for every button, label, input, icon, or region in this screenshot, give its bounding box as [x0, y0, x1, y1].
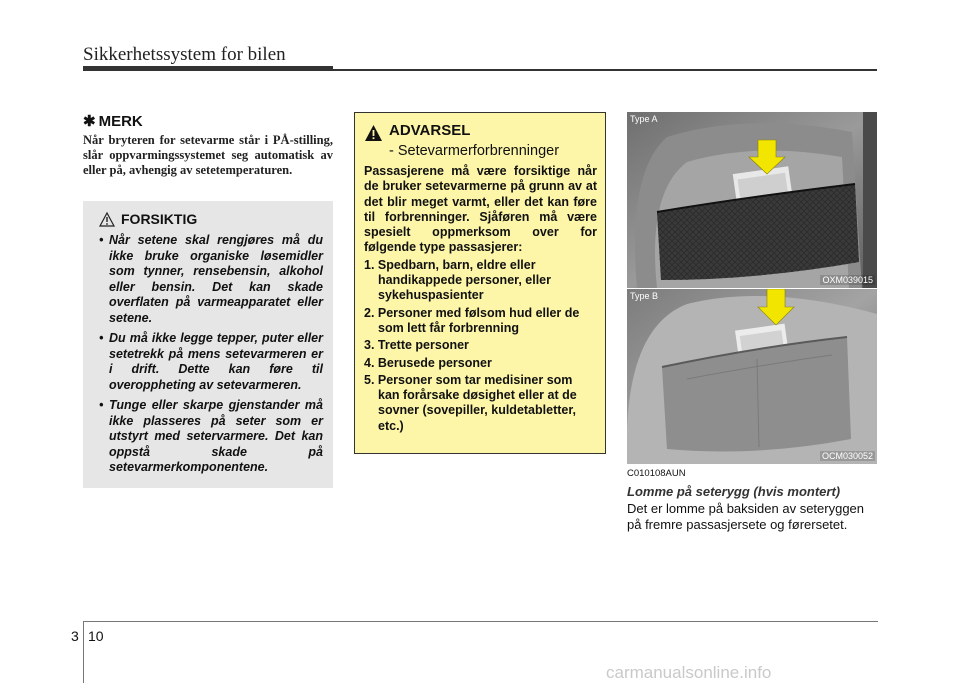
warning-header — [364, 122, 597, 142]
photo-a-type-label: Type A — [630, 114, 658, 124]
watermark[interactable]: carmanualsonline.info — [606, 663, 772, 682]
warning-intro: Passasjerene må være forsiktige når de bruker setevarmerne på grunn av at det blir meget varmt, eller det kan føre til forbrenninger. Sjåføren må være spesielt oppmerksom over for følgende type passasjerer: — [364, 164, 597, 255]
note-star-icon: ✱ — [83, 113, 96, 130]
photo-a-code: OXM039015 — [822, 275, 873, 285]
warning-title: ADVARSEL — [389, 122, 471, 139]
section-title: Lomme på seterygg (hvis montert) — [627, 484, 841, 499]
caution-item: • Du må ikke legge tepper, puter eller setetrekk på mens setevarmeren er i drift. Dette kan føre til overoppheting av setevarmeren. — [99, 331, 323, 392]
warning-item: 5. Personer som tar medisiner som kan forårsake døsighet eller at de sovner (sovepiller, kuldetabletter, etc.) — [364, 372, 577, 433]
page-header-title: Sikkerhetssystem for bilen — [83, 44, 286, 65]
seatback-leather-pocket-illustration — [627, 289, 877, 464]
warning-box — [354, 112, 606, 454]
photo-b-code: OCM030052 — [821, 451, 873, 461]
note-title — [83, 112, 333, 130]
section-ref-code: C010108AUN — [627, 468, 686, 479]
warning-subtitle: - Setevarmerforbrenninger — [389, 143, 560, 159]
caution-header — [99, 211, 323, 227]
warning-item: 4. Berusede personer — [364, 355, 492, 370]
note-title-text: MERK — [98, 113, 143, 130]
header-rule-thin — [333, 69, 877, 71]
footer-divider — [83, 621, 84, 683]
photo-seatback-pocket-type-a — [627, 112, 877, 288]
note-block — [83, 112, 333, 178]
photo-b-type-label: Type B — [630, 291, 659, 301]
caution-triangle-icon — [99, 212, 115, 227]
caution-list — [97, 233, 323, 476]
photo-seatback-pocket-type-b — [627, 288, 877, 464]
seatback-net-pocket-illustration — [627, 112, 877, 288]
caution-item: • Tunge eller skarpe gjenstander må ikke plasseres på seter som er utstyrt med setervarmere. Det kan oppstå skade på setevarmerkomponentene. — [99, 398, 323, 474]
page-chapter-number: 3 — [71, 628, 79, 644]
warning-item: 3. Trette personer — [364, 338, 469, 353]
footer-rule — [83, 621, 878, 622]
warning-item: 1. Spedbarn, barn, eldre eller handikappede personer, eller sykehuspasienter — [364, 257, 551, 303]
note-body: Når bryteren for setevarme står i PÅ-stilling, slår oppvarmingssystemet seg automatisk av eller på, avhengig av setetemperaturen. — [83, 133, 333, 177]
warning-triangle-icon — [364, 124, 383, 142]
caution-title: FORSIKTIG — [121, 211, 198, 227]
caution-box — [83, 201, 333, 488]
warning-list — [364, 258, 597, 434]
page-number: 10 — [88, 628, 104, 644]
section-body: Det er lomme på baksiden av seteryggen på fremre passasjersete og førersetet. — [627, 501, 865, 532]
warning-item: 2. Personer med følsom hud eller de som lett får forbrenning — [364, 305, 580, 335]
caution-item: • Når setene skal rengjøres må du ikke bruke organiske løsemidler som tynner, rensebensin, alkohol eller bensin. Det kan skade overflaten på varmeapparatet eller setene. — [99, 233, 323, 325]
header-rule-thick — [83, 66, 333, 71]
